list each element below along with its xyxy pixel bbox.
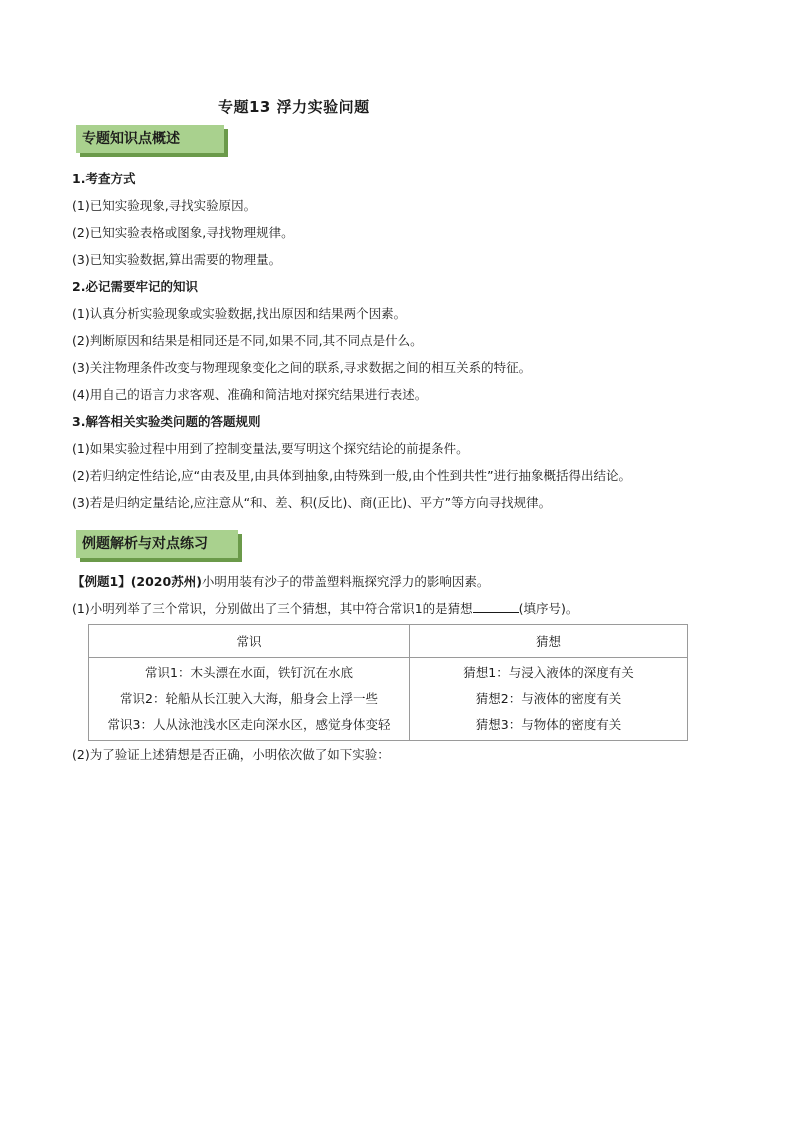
example-tag: 【例题1】 [72, 574, 131, 589]
guess-item: 猜想1：与浸入液体的深度有关 [463, 665, 634, 680]
common-sense-item: 常识3：人从泳池浅水区走向深水区，感觉身体变轻 [107, 717, 391, 732]
list-item: (1)已知实验现象,寻找实验原因。 [72, 198, 257, 213]
list-item: (2)若归纳定性结论,应“由表及里,由具体到抽象,由特殊到一般,由个性到共性”进行抽象概括得出结论。 [72, 468, 632, 483]
guess-item: 猜想3：与物体的密度有关 [475, 717, 622, 732]
list-item: (1)如果实验过程中用到了控制变量法,要写明这个探究结论的前提条件。 [72, 441, 469, 456]
question-1-suffix: (填序号)。 [518, 601, 579, 616]
question-1-text: (1)小明列举了三个常识，分别做出了三个猜想，其中符合常识1的是猜想 [72, 601, 473, 616]
answer-blank[interactable] [473, 600, 519, 613]
list-item: (2)判断原因和结果是相同还是不同,如果不同,其不同点是什么。 [72, 333, 423, 348]
common-sense-cell [89, 658, 410, 741]
list-item: (2)已知实验表格或图象,寻找物理规律。 [72, 225, 294, 240]
question-2: (2)为了验证上述猜想是否正确，小明依次做了如下实验： [72, 747, 390, 762]
list-item: (3)已知实验数据,算出需要的物理量。 [72, 252, 282, 267]
common-sense-item: 常识2：轮船从长江驶入大海，船身会上浮一些 [120, 691, 378, 706]
table-header-guess: 猜想 [410, 625, 688, 658]
table-header-row [89, 625, 688, 658]
example-source: (2020苏州) [130, 574, 202, 589]
list-item: (3)若是归纳定量结论,应注意从“和、差、积(反比)、商(正比)、平方”等方向寻找规律。 [72, 495, 552, 510]
common-sense-guess-table [88, 624, 688, 741]
table-row [89, 658, 688, 741]
section-banner-overview: 专题知识点概述 [76, 125, 224, 153]
section-banner-examples: 例题解析与对点练习 [76, 530, 238, 558]
heading-key-knowledge: 2.必记需要牢记的知识 [72, 279, 198, 294]
question-1 [72, 599, 578, 617]
guess-item: 猜想2：与液体的密度有关 [475, 691, 622, 706]
heading-exam-methods: 1.考查方式 [72, 171, 136, 186]
list-item: (3)关注物理条件改变与物理现象变化之间的联系,寻求数据之间的相互关系的特征。 [72, 360, 532, 375]
list-item: (1)认真分析实验现象或实验数据,找出原因和结果两个因素。 [72, 306, 407, 321]
example-text: 小明用装有沙子的带盖塑料瓶探究浮力的影响因素。 [201, 574, 490, 589]
heading-answer-rules: 3.解答相关实验类问题的答题规则 [72, 414, 261, 429]
list-item: (4)用自己的语言力求客观、准确和简洁地对探究结果进行表述。 [72, 387, 428, 402]
document-title: 专题13 浮力实验问题 [218, 98, 370, 116]
table-header-common-sense: 常识 [89, 625, 410, 658]
example-intro [72, 572, 489, 590]
guess-cell [410, 658, 688, 741]
common-sense-item: 常识1：木头漂在水面，铁钉沉在水底 [145, 665, 353, 680]
